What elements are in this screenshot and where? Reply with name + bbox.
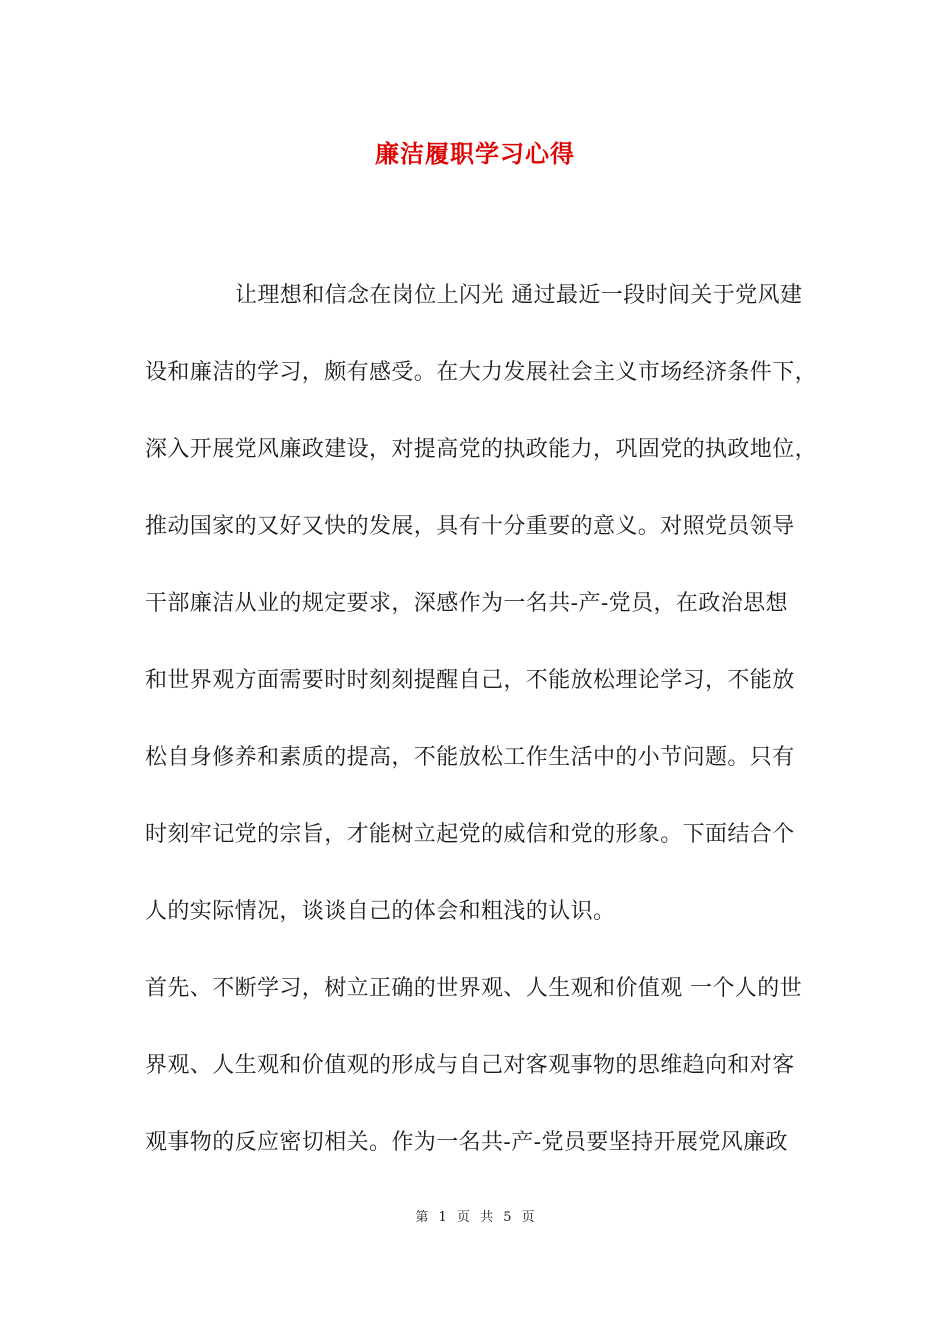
body-line: 推动国家的又好又快的发展，具有十分重要的意义。对照党员领导 — [145, 514, 795, 539]
body-line: 首先、不断学习，树立正确的世界观、人生观和价值观 一个人的世 — [145, 976, 802, 1001]
body-line: 松自身修养和素质的提高，不能放松工作生活中的小节问题。只有 — [145, 745, 795, 770]
body-line: 和世界观方面需要时时刻刻提醒自己，不能放松理论学习，不能放 — [145, 668, 795, 693]
body-line: 观事物的反应密切相关。作为一名共-产-党员要坚持开展党风廉政 — [145, 1130, 788, 1155]
footer-total-pages: 5 — [503, 1210, 512, 1225]
page-footer — [0, 1208, 950, 1228]
body-line: 深入开展党风廉政建设，对提高党的执政能力，巩固党的执政地位， — [145, 437, 818, 462]
footer-total-word: 页 — [521, 1210, 535, 1225]
body-line: 干部廉洁从业的规定要求，深感作为一名共-产-党员，在政治思想 — [145, 591, 788, 616]
body-line: 设和廉洁的学习，颇有感受。在大力发展社会主义市场经济条件下， — [145, 360, 818, 385]
footer-current-page: 1 — [438, 1210, 447, 1225]
document-body — [145, 276, 825, 1200]
body-line: 时刻牢记党的宗旨，才能树立起党的威信和党的形象。下面结合个 — [145, 822, 795, 847]
footer-page-word: 页 — [456, 1210, 470, 1225]
body-line: 让理想和信念在岗位上闪光 通过最近一段时间关于党风建 — [235, 283, 803, 308]
body-line: 人的实际情况，谈谈自己的体会和粗浅的认识。 — [145, 899, 616, 924]
body-line: 界观、人生观和价值观的形成与自己对客观事物的思维趋向和对客 — [145, 1053, 795, 1078]
document-title: 廉洁履职学习心得 — [375, 139, 575, 168]
footer-prefix: 第 — [415, 1210, 429, 1225]
footer-total-prefix: 共 — [480, 1210, 494, 1225]
